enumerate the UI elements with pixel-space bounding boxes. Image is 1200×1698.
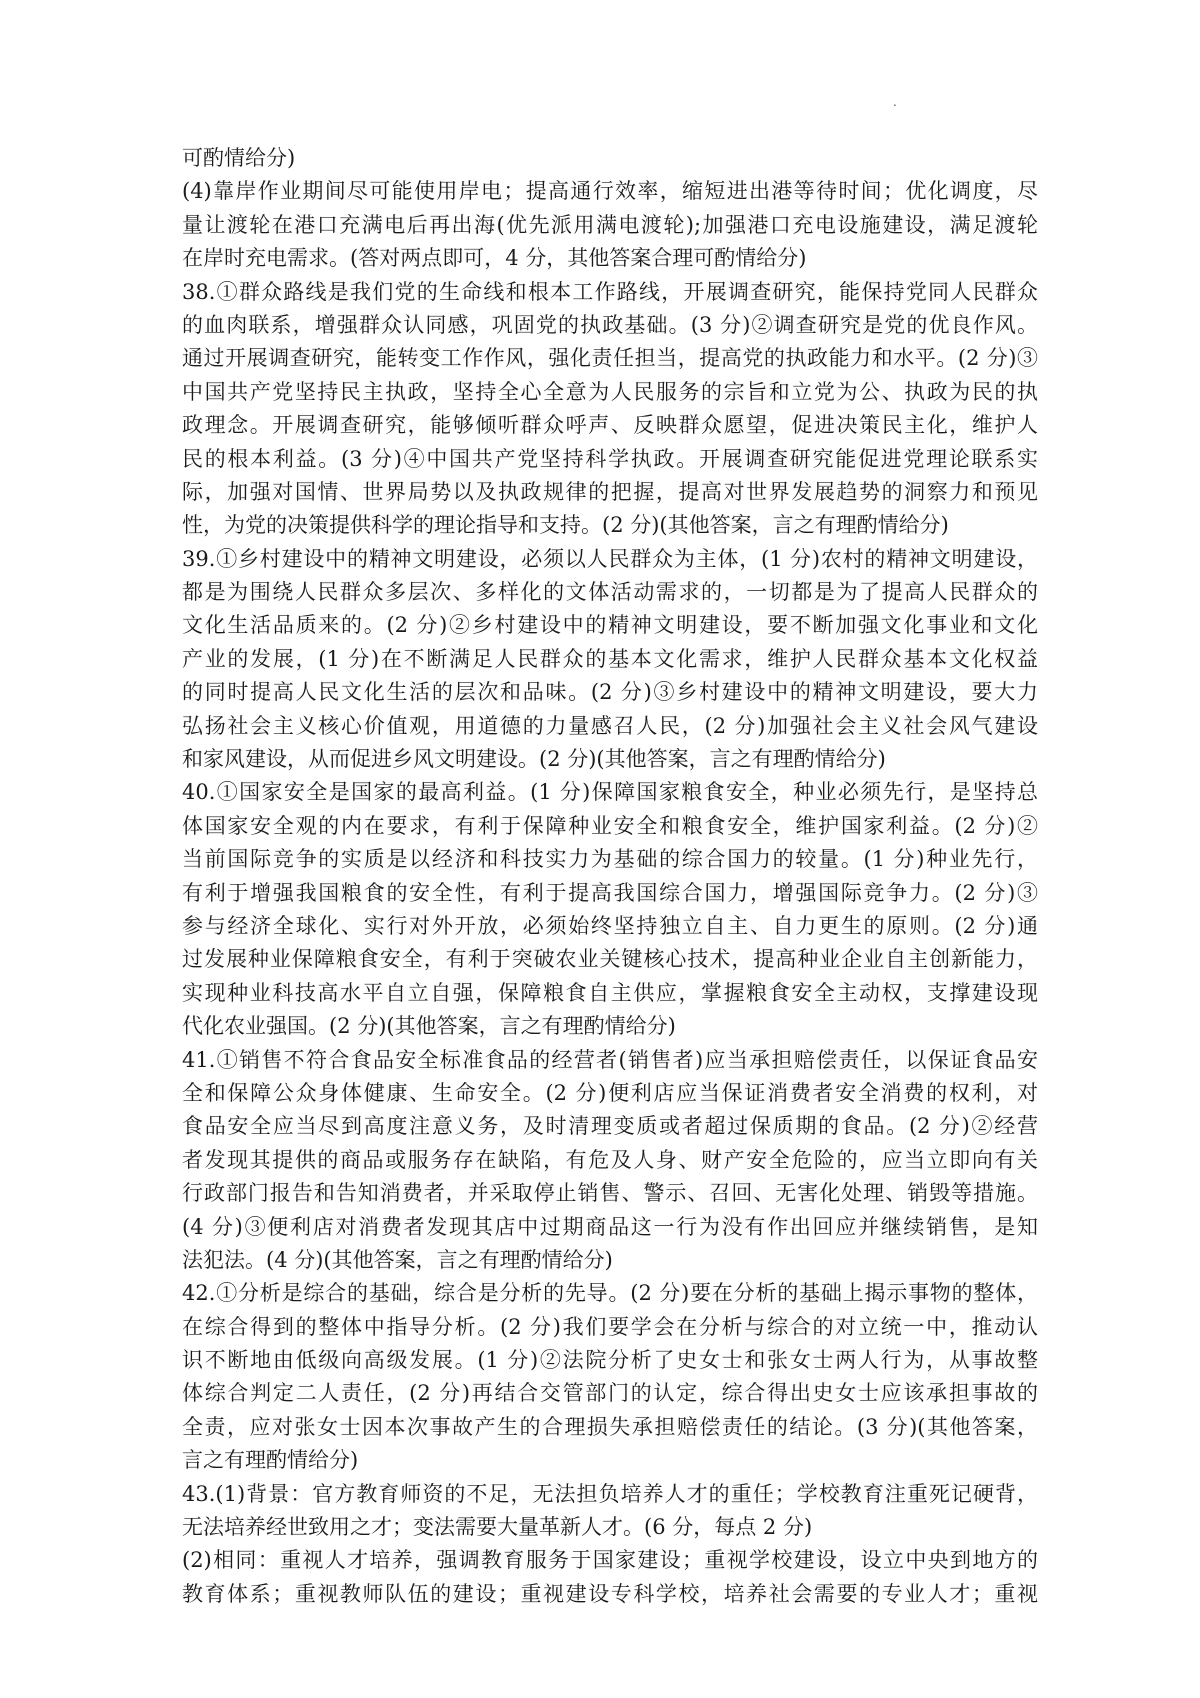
text-line: 量让渡轮在港口充满电后再出海(优先派用满电渡轮);加强港口充电设施建设，满足渡轮	[182, 212, 1038, 237]
text-line: 弘扬社会主义核心价值观，用道德的力量感召人民，(2 分)加强社会主义社会风气建设	[182, 713, 1038, 738]
text-line: 无法培养经世致用之才；变法需要大量革新人才。(6 分，每点 2 分)	[182, 1515, 813, 1540]
text-line: (4)靠岸作业期间尽可能使用岸电；提高通行效率，缩短进出港等待时间；优化调度，尽	[182, 179, 1038, 204]
text-line: 参与经济全球化、实行对外开放，必须始终坚持独立自主、自力更生的原则。(2 分)通	[182, 913, 1038, 938]
text-line: (4 分)③便利店对消费者发现其店中过期商品这一行为没有作出回应并继续销售，是知	[182, 1214, 1038, 1239]
text-line: 言之有理酌情给分)	[182, 1448, 359, 1473]
text-line: 民的根本利益。(3 分)④中国共产党坚持科学执政。开展调查研究能促进党理论联系实	[182, 446, 1038, 471]
text-line: 和家风建设，从而促进乡风文明建设。(2 分)(其他答案，言之有理酌情给分)	[182, 747, 886, 772]
text-line: 产业的发展，(1 分)在不断满足人民群众的基本文化需求，维护人民群众基本文化权益	[182, 646, 1038, 671]
text-line: 有利于增强我国粮食的安全性，有利于提高我国综合国力，增强国际竞争力。(2 分)③	[182, 880, 1038, 905]
text-line: 过发展种业保障粮食安全，有利于突破农业关键核心技术，提高种业企业自主创新能力，	[182, 947, 1038, 972]
text-line: 食品安全应当尽到高度注意义务，及时清理变质或者超过保质期的食品。(2 分)②经营	[182, 1114, 1038, 1139]
page-mark: .	[893, 95, 897, 109]
text-line: 体综合判定二人责任，(2 分)再结合交管部门的认定，综合得出史女士应该承担事故的	[182, 1381, 1038, 1406]
text-line: 在岸时充电需求。(答对两点即可，4 分，其他答案合理可酌情给分)	[182, 246, 807, 271]
text-line: 际，加强对国情、世界局势以及执政规律的把握，提高对世界发展趋势的洞察力和预见	[182, 479, 1038, 504]
text-line: 政理念。开展调查研究，能够倾听群众呼声、反映群众愿望，促进决策民主化，维护人	[182, 413, 1038, 438]
text-line: 通过开展调查研究，能转变工作作风，强化责任担当，提高党的执政能力和水平。(2 分)③	[182, 346, 1038, 371]
text-line: 的血肉联系，增强群众认同感，巩固党的执政基础。(3 分)②调查研究是党的优良作风。	[182, 312, 1038, 337]
text-line: 都是为围绕人民群众多层次、多样化的文体活动需求的，一切都是为了提高人民群众的	[182, 580, 1038, 605]
text-line: 全和保障公众身体健康、生命安全。(2 分)便利店应当保证消费者安全消费的权利，对	[182, 1080, 1038, 1105]
text-line: 识不断地由低级向高级发展。(1 分)②法院分析了史女士和张女士两人行为，从事故整	[182, 1348, 1038, 1373]
text-line: 体国家安全观的内在要求，有利于保障种业安全和粮食安全，维护国家利益。(2 分)②	[182, 813, 1038, 838]
text-line: 文化生活品质来的。(2 分)②乡村建设中的精神文明建设，要不断加强文化事业和文化	[182, 613, 1038, 638]
text-line: (2)相同：重视人才培养，强调教育服务于国家建设；重视学校建设，设立中央到地方的	[182, 1548, 1038, 1573]
text-line: 38.①群众路线是我们党的生命线和根本工作路线，开展调查研究，能保持党同人民群众	[182, 279, 1038, 304]
text-line: 代化农业强国。(2 分)(其他答案，言之有理酌情给分)	[182, 1014, 676, 1039]
text-line: 41.①销售不符合食品安全标准食品的经营者(销售者)应当承担赔偿责任，以保证食品安	[182, 1047, 1038, 1072]
text-line: 实现种业科技高水平自立自强，保障粮食自主供应，掌握粮食安全主动权，支撑建设现	[182, 980, 1038, 1005]
answer-text-body	[182, 142, 1038, 1611]
text-line: 行政部门报告和告知消费者，并采取停止销售、警示、召回、无害化处理、销毁等措施。	[182, 1181, 1038, 1206]
text-line: 性，为党的决策提供科学的理论指导和支持。(2 分)(其他答案，言之有理酌情给分)	[182, 513, 949, 538]
text-line: 当前国际竞争的实质是以经济和科技实力为基础的综合国力的较量。(1 分)种业先行，	[182, 847, 1038, 872]
text-line: 39.①乡村建设中的精神文明建设，必须以人民群众为主体，(1 分)农村的精神文明建设，	[182, 546, 1038, 571]
text-line: 教育体系；重视教师队伍的建设；重视建设专科学校，培养社会需要的专业人才；重视	[182, 1581, 1038, 1606]
text-line: 可酌情给分)	[182, 146, 296, 170]
text-line: 40.①国家安全是国家的最高利益。(1 分)保障国家粮食安全，种业必须先行，是坚持总	[182, 780, 1038, 805]
text-line: 的同时提高人民文化生活的层次和品味。(2 分)③乡村建设中的精神文明建设，要大力	[182, 680, 1038, 705]
text-line: 全责，应对张女士因本次事故产生的合理损失承担赔偿责任的结论。(3 分)(其他答案，	[182, 1414, 1038, 1439]
text-line: 43.(1)背景：官方教育师资的不足，无法担负培养人才的重任；学校教育注重死记硬背，	[182, 1481, 1038, 1506]
text-line: 在综合得到的整体中指导分析。(2 分)我们要学会在分析与综合的对立统一中，推动认	[182, 1314, 1038, 1339]
text-line: 中国共产党坚持民主执政，坚持全心全意为人民服务的宗旨和立党为公、执政为民的执	[182, 379, 1038, 404]
text-line: 者发现其提供的商品或服务存在缺陷，有危及人身、财产安全危险的，应当立即向有关	[182, 1147, 1038, 1172]
text-line: 法犯法。(4 分)(其他答案，言之有理酌情给分)	[182, 1247, 613, 1272]
text-line: 42.①分析是综合的基础，综合是分析的先导。(2 分)要在分析的基础上揭示事物的整体，	[182, 1281, 1038, 1306]
